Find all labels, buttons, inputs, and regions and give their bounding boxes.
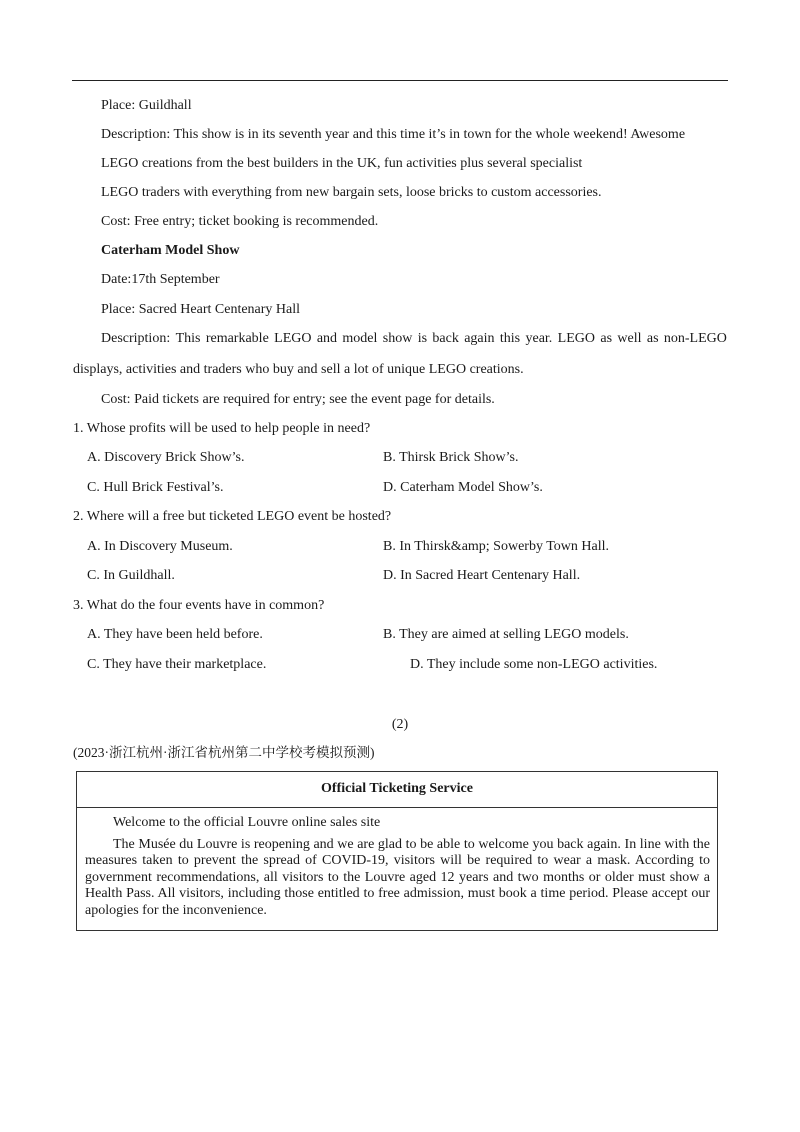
- ticketing-box-body: [77, 808, 717, 919]
- question-1-option-d: D. Caterham Model Show’s.: [383, 480, 543, 495]
- question-1-option-a: A. Discovery Brick Show’s.: [87, 450, 245, 465]
- caterham-desc-line-1: Description: This remarkable LEGO and model show is back again this year. LEGO as well as non-LEGO: [101, 331, 727, 346]
- question-2-option-c: C. In Guildhall.: [87, 568, 175, 583]
- question-3-option-d: D. They include some non-LEGO activities.: [410, 657, 658, 672]
- caterham-place: Place: Sacred Heart Centenary Hall: [101, 302, 301, 317]
- guildhall-desc-line-2: LEGO creations from the best builders in the UK, fun activities plus several specialist: [101, 156, 583, 171]
- caterham-desc-line-2: displays, activities and traders who buy and sell a lot of unique LEGO creations.: [73, 362, 524, 377]
- question-1-stem: 1. Whose profits will be used to help people in need?: [73, 421, 371, 436]
- question-1-option-c: C. Hull Brick Festival’s.: [87, 480, 224, 495]
- question-3-option-a: A. They have been held before.: [87, 627, 263, 642]
- caterham-title: Caterham Model Show: [101, 243, 240, 258]
- question-3-option-c: C. They have their marketplace.: [87, 657, 267, 672]
- guildhall-desc-line-1: Description: This show is in its seventh year and this time it’s in town for the whole weekend! Awesome: [101, 127, 686, 142]
- ticketing-welcome: Welcome to the official Louvre online sales site: [113, 815, 381, 830]
- guildhall-desc-line-3: LEGO traders with everything from new bargain sets, loose bricks to custom accessories.: [101, 185, 602, 200]
- caterham-date: Date:17th September: [101, 272, 220, 287]
- question-1-option-b: B. Thirsk Brick Show’s.: [383, 450, 519, 465]
- guildhall-place: Place: Guildhall: [101, 98, 192, 113]
- question-2-option-a: A. In Discovery Museum.: [87, 539, 233, 554]
- ticketing-box: [76, 771, 718, 931]
- question-2-option-d: D. In Sacred Heart Centenary Hall.: [383, 568, 581, 583]
- section-number: (2): [391, 717, 409, 732]
- ticketing-box-title: Official Ticketing Service: [77, 772, 717, 808]
- question-3-stem: 3. What do the four events have in common?: [73, 598, 325, 613]
- caterham-cost: Cost: Paid tickets are required for entry; see the event page for details.: [101, 392, 495, 407]
- header-rule: [72, 80, 728, 81]
- ticketing-paragraph: The Musée du Louvre is reopening and we are glad to be able to welcome you back again. In line with the measures taken to prevent the spread of COVID-19, visitors will be required to wear a mask. According to government recommendations, all visitors to the Louvre aged 12 years and two months or older must show a Health Pass. All visitors, including those entitled to free admission, must book a time period. Please accept our apologies for the inconvenience.: [85, 836, 710, 918]
- question-3-option-b: B. They are aimed at selling LEGO models.: [383, 627, 629, 642]
- question-2-option-b: B. In Thirsk&amp; Sowerby Town Hall.: [383, 539, 609, 554]
- source-citation: (2023·浙江杭州·浙江省杭州第二中学校考模拟预测): [73, 745, 375, 760]
- question-2-stem: 2. Where will a free but ticketed LEGO event be hosted?: [73, 509, 392, 524]
- guildhall-cost: Cost: Free entry; ticket booking is recommended.: [101, 214, 379, 229]
